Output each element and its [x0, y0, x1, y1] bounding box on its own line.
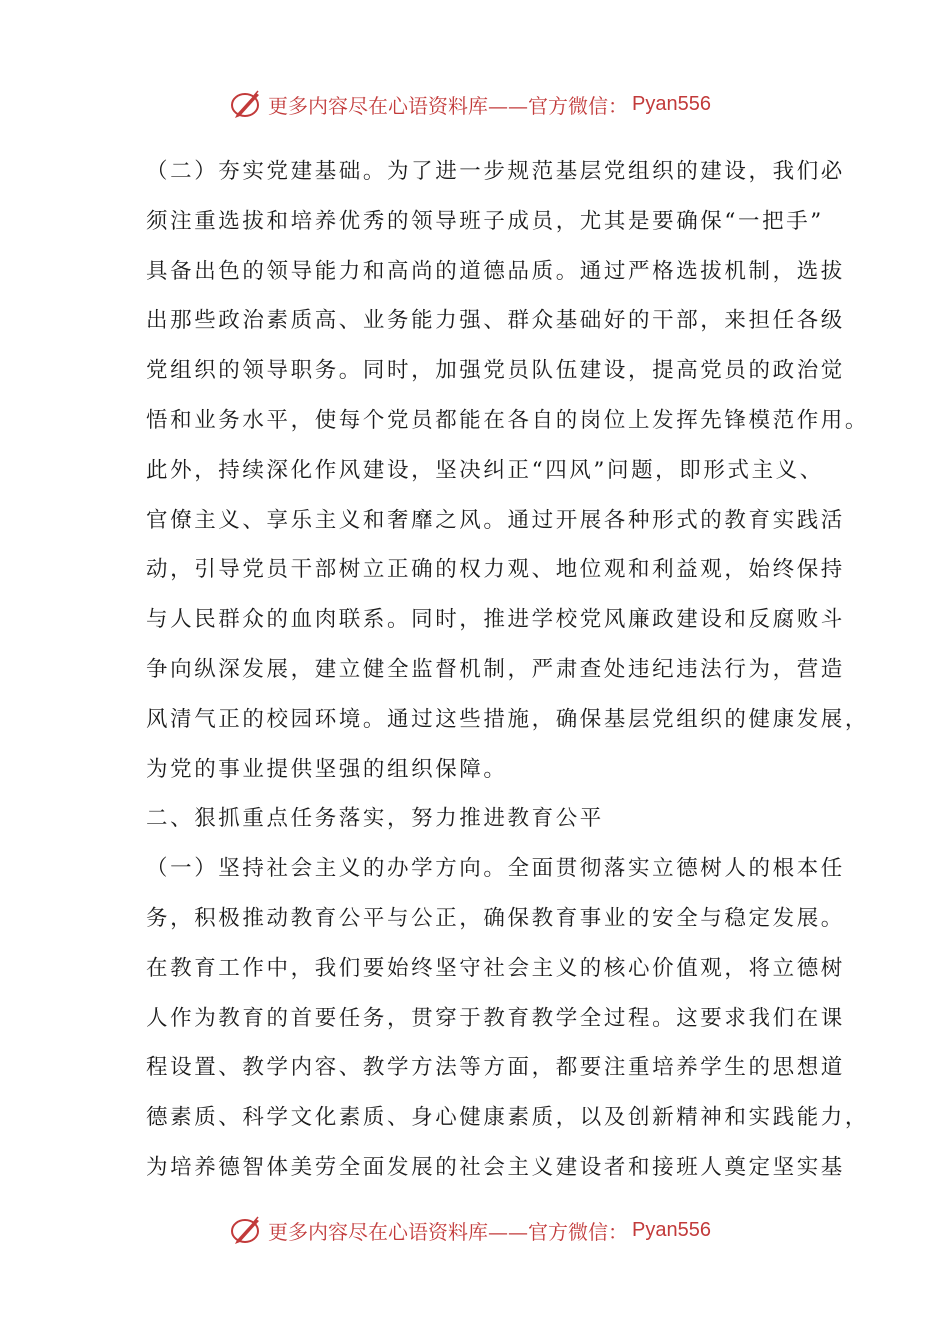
- body-line: 德素质、科学文化素质、身心健康素质，以及创新精神和实践能力，: [146, 1105, 870, 1131]
- footer-wechat-id: Pyan556: [632, 1218, 711, 1241]
- body-line: 程设置、教学内容、教学方法等方面，都要注重培养学生的思想道: [146, 1055, 845, 1081]
- header-brand-text: 更多内容尽在心语资料库——官方微信：: [268, 93, 628, 118]
- body-line: 悟和业务水平，使每个党员都能在各自的岗位上发挥先锋模范作用。: [146, 407, 870, 433]
- header-banner: [228, 84, 711, 124]
- body-line: 须注重选拔和培养优秀的领导班子成员，尤其是要确保“一把手”: [146, 208, 824, 234]
- body-line: （二）夯实党建基础。为了进一步规范基层党组织的建设，我们必: [146, 159, 845, 184]
- section-heading: 二、狠抓重点任务落实，努力推进教育公平: [146, 806, 604, 832]
- footer-banner: [228, 1210, 711, 1250]
- body-line: 为党的事业提供坚强的组织保障。: [146, 756, 508, 782]
- body-line: 人作为教育的首要任务，贯穿于教育教学全过程。这要求我们在课: [146, 1005, 845, 1031]
- footer-brand-text: 更多内容尽在心语资料库——官方微信：: [268, 1219, 628, 1244]
- quill-pen-icon: [228, 1212, 264, 1248]
- body-line: 出那些政治素质高、业务能力强、群众基础好的干部，来担任各级: [146, 308, 845, 334]
- body-line: 动，引导党员干部树立正确的权力观、地位观和利益观，始终保持: [146, 557, 845, 583]
- body-line: 党组织的领导职务。同时，加强党员队伍建设，提高党员的政治觉: [146, 358, 845, 384]
- body-line: 官僚主义、享乐主义和奢靡之风。通过开展各种形式的教育实践活: [146, 507, 845, 533]
- body-line: 争向纵深发展，建立健全监督机制，严肃查处违纪违法行为，营造: [146, 656, 845, 682]
- header-wechat-id: Pyan556: [632, 92, 711, 115]
- body-line: 在教育工作中，我们要始终坚守社会主义的核心价值观，将立德树: [146, 955, 845, 981]
- body-line: 为培养德智体美劳全面发展的社会主义建设者和接班人奠定坚实基: [146, 1154, 845, 1180]
- body-line: 与人民群众的血肉联系。同时，推进学校党风廉政建设和反腐败斗: [146, 607, 845, 633]
- body-line: 此外，持续深化作风建设，坚决纠正“四风”问题，即形式主义、: [146, 457, 824, 483]
- document-body: [146, 147, 870, 1193]
- quill-pen-icon: [228, 86, 264, 122]
- body-line: 具备出色的领导能力和高尚的道德品质。通过严格选拔机制，选拔: [146, 258, 845, 284]
- body-line: 务，积极推动教育公平与公正，确保教育事业的安全与稳定发展。: [146, 905, 845, 931]
- body-line: （一）坚持社会主义的办学方向。全面贯彻落实立德树人的根本任: [146, 856, 845, 882]
- body-line: 风清气正的校园环境。通过这些措施，确保基层党组织的健康发展，: [146, 706, 870, 732]
